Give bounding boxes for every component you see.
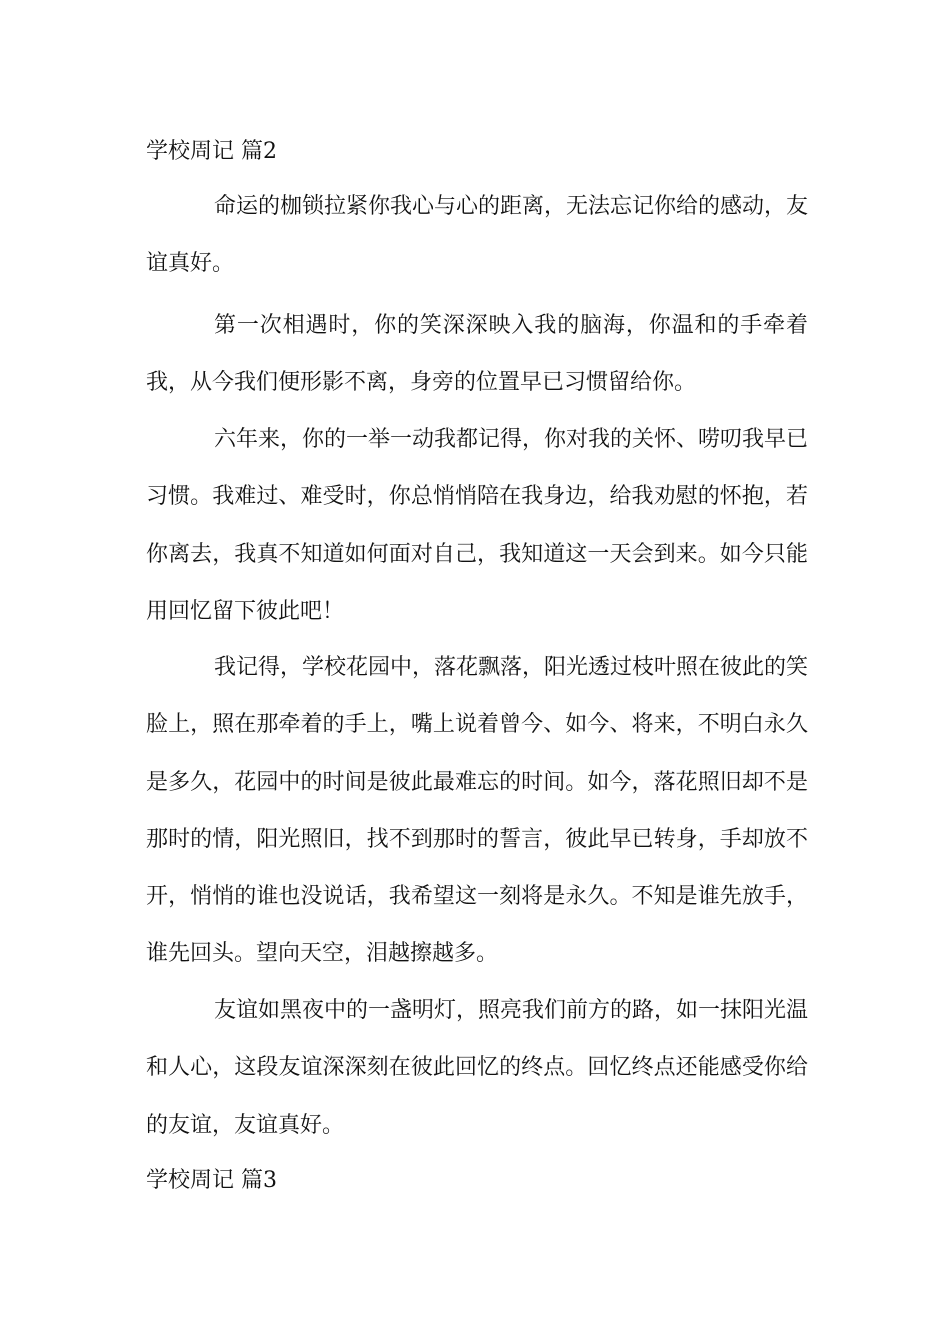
paragraph-5: 友谊如黑夜中的一盏明灯，照亮我们前方的路，如一抹阳光温和人心，这段友谊深深刻在彼此回忆的终点。回忆终点还能感受你给的友谊，友谊真好。 bbox=[146, 998, 809, 1138]
paragraph-1: 命运的枷锁拉紧你我心与心的距离，无法忘记你给的感动，友谊真好。 bbox=[146, 194, 809, 277]
section-heading-2: 学校周记 篇2 bbox=[146, 139, 277, 164]
paragraph-4: 我记得，学校花园中，落花飘落，阳光透过枝叶照在彼此的笑脸上，照在那牵着的手上，嘴上说着曾今、如今、将来，不明白永久是多久，花园中的时间是彼此最难忘的时间。如今，落花照旧却不是那时的情，阳光照旧，找不到那时的誓言，彼此早已转身，手却放不开，悄悄的谁也没说话，我希望这一刻将是永久。不知是谁先放手，谁先回头。望向天空，泪越擦越多。 bbox=[146, 655, 809, 967]
paragraph-2: 第一次相遇时，你的笑深深映入我的脑海，你温和的手牵着我，从今我们便形影不离，身旁的位置早已习惯留给你。 bbox=[146, 313, 808, 396]
section-heading-3: 学校周记 篇3 bbox=[146, 1168, 277, 1193]
paragraph-3: 六年来，你的一举一动我都记得，你对我的关怀、唠叨我早已习惯。我难过、难受时，你总悄悄陪在我身边，给我劝慰的怀抱，若你离去，我真不知道如何面对自己，我知道这一天会到来。如今只能用回忆留下彼此吧！ bbox=[146, 427, 809, 624]
